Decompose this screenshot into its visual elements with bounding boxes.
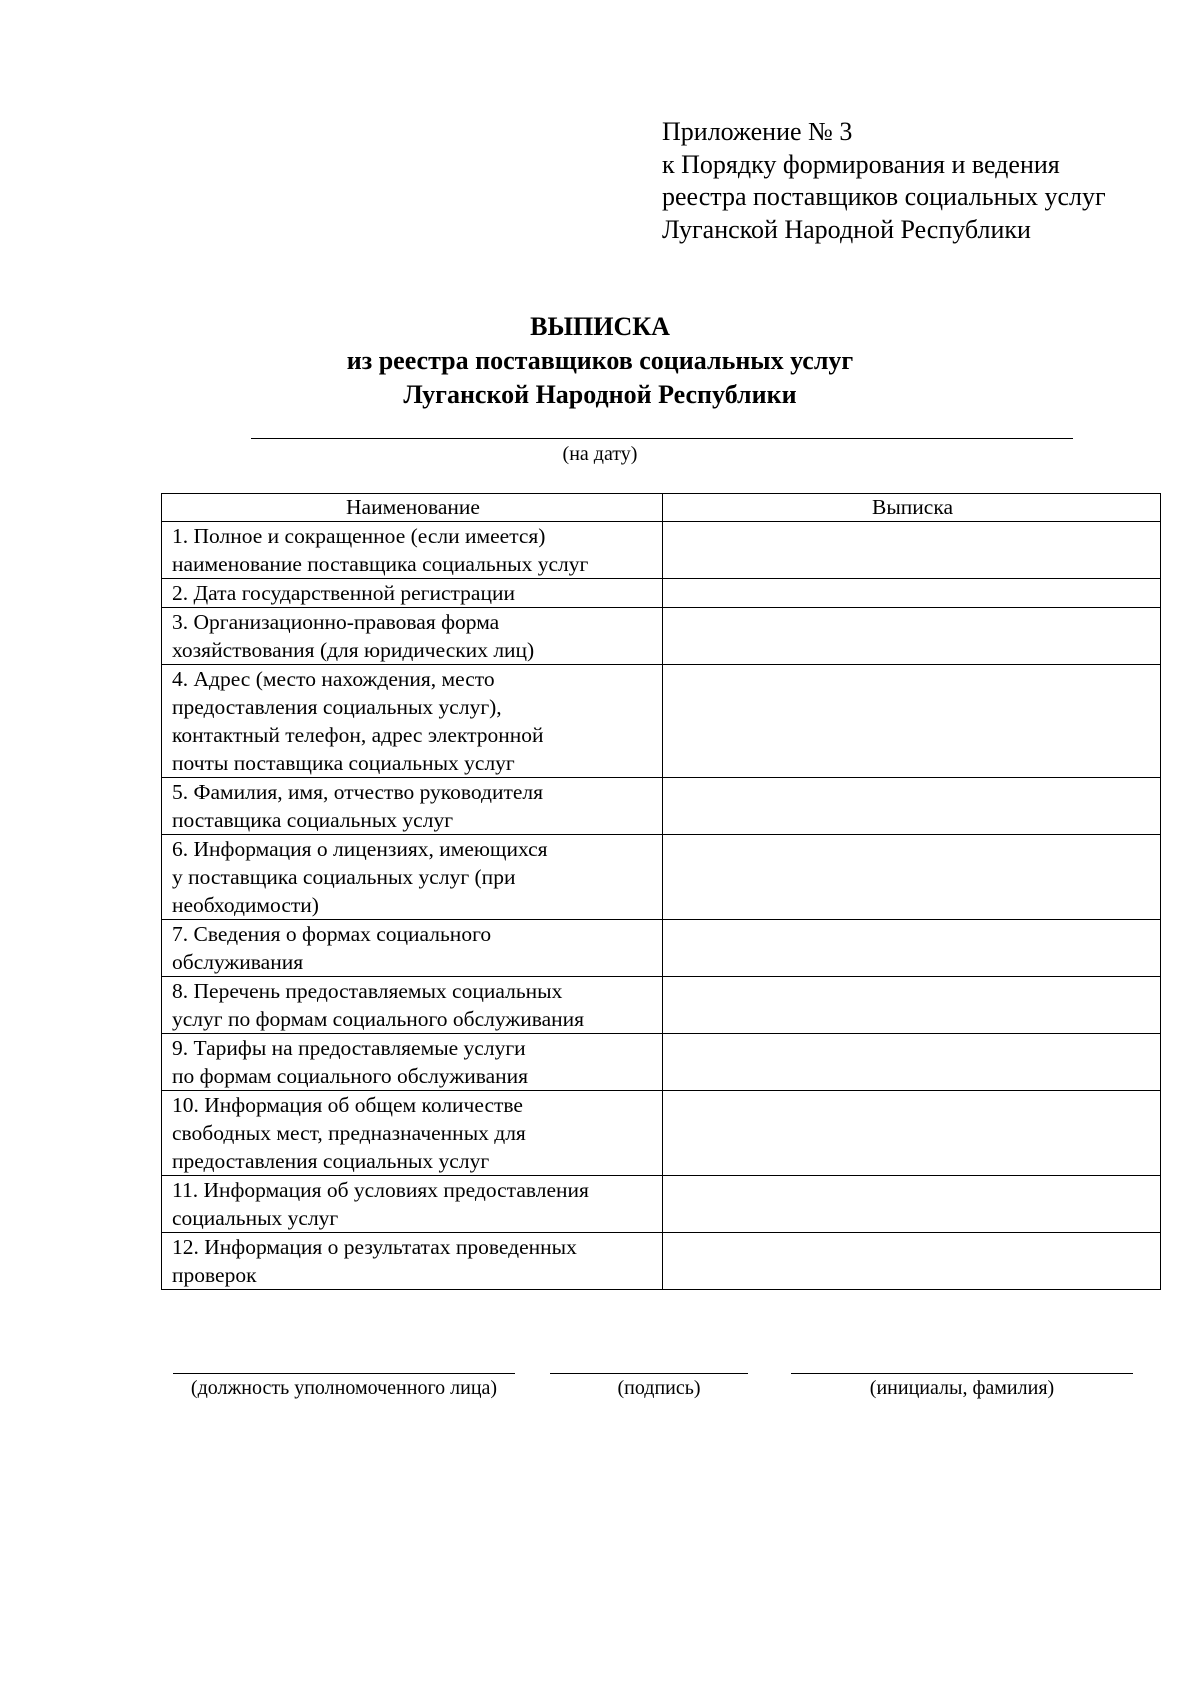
row-value-cell[interactable] [663,579,1161,608]
row-name-cell: 8. Перечень предоставляемых социальных услуг по формам социального обслуживания [162,977,663,1034]
row-value-cell[interactable] [663,1034,1161,1091]
row-value-cell[interactable] [663,1176,1161,1233]
table-row [162,977,1161,1034]
date-caption: (на дату) [562,443,638,465]
row-value-cell[interactable] [663,977,1161,1034]
row-name-cell: 2. Дата государственной регистрации [162,579,663,608]
appendix-line: к Порядку формирования и ведения [662,149,1060,179]
table-row [162,579,1161,608]
row-name-cell: 10. Информация об общем количестве свободных мест, предназначенных для предоставления социальных услуг [162,1091,663,1176]
table-header-row [162,494,1161,522]
row-name-cell: 1. Полное и сокращенное (если имеется) наименование поставщика социальных услуг [162,522,663,579]
extract-table [161,493,1161,1290]
table-row [162,835,1161,920]
row-value-cell[interactable] [663,778,1161,835]
row-value-cell[interactable] [663,1091,1161,1176]
row-name-cell: 6. Информация о лицензиях, имеющихся у поставщика социальных услуг (при необходимости) [162,835,663,920]
appendix-line: реестра поставщиков социальных услуг [662,182,1106,211]
position-signature-line[interactable] [173,1373,515,1374]
position-caption: (должность уполномоченного лица) [190,1377,498,1399]
signature-line[interactable] [550,1373,748,1374]
row-name-cell: 9. Тарифы на предоставляемые услуги по формам социального обслуживания [162,1034,663,1091]
table-row [162,778,1161,835]
name-signature-line[interactable] [791,1373,1133,1374]
row-name-cell: 4. Адрес (место нахождения, место предоставления социальных услуг), контактный телефон, адрес электронной почты поставщика социальных услуг [162,665,663,778]
appendix-line: Приложение № 3 [662,117,853,146]
table-row [162,608,1161,665]
row-name-cell: 7. Сведения о формах социального обслуживания [162,920,663,977]
row-name-cell: 11. Информация об условиях предоставления социальных услуг [162,1176,663,1233]
document-title [0,310,1200,412]
header-extract: Выписка [663,494,1161,522]
table-row [162,1034,1161,1091]
row-name-cell: 3. Организационно-правовая форма хозяйствования (для юридических лиц) [162,608,663,665]
table-row [162,1176,1161,1233]
table-row [162,920,1161,977]
signature-caption: (подпись) [617,1377,701,1399]
row-value-cell[interactable] [663,608,1161,665]
table-row [162,1233,1161,1290]
table-row [162,522,1161,579]
header-name: Наименование [162,494,663,522]
row-value-cell[interactable] [663,522,1161,579]
row-value-cell[interactable] [663,1233,1161,1290]
name-caption: (инициалы, фамилия) [869,1377,1055,1399]
row-name-cell: 5. Фамилия, имя, отчество руководителя поставщика социальных услуг [162,778,663,835]
row-value-cell[interactable] [663,920,1161,977]
title-line: ВЫПИСКА [530,312,670,341]
title-line: из реестра поставщиков социальных услуг [346,346,854,375]
title-line: Луганской Народной Республики [403,380,797,409]
appendix-line: Луганской Народной Республики [662,214,1031,244]
table-row [162,1091,1161,1176]
row-name-cell: 12. Информация о результатах проведенных проверок [162,1233,663,1290]
date-blank-line[interactable] [251,438,1073,439]
appendix-note [662,116,1106,246]
row-value-cell[interactable] [663,665,1161,778]
table-row [162,665,1161,778]
row-value-cell[interactable] [663,835,1161,920]
